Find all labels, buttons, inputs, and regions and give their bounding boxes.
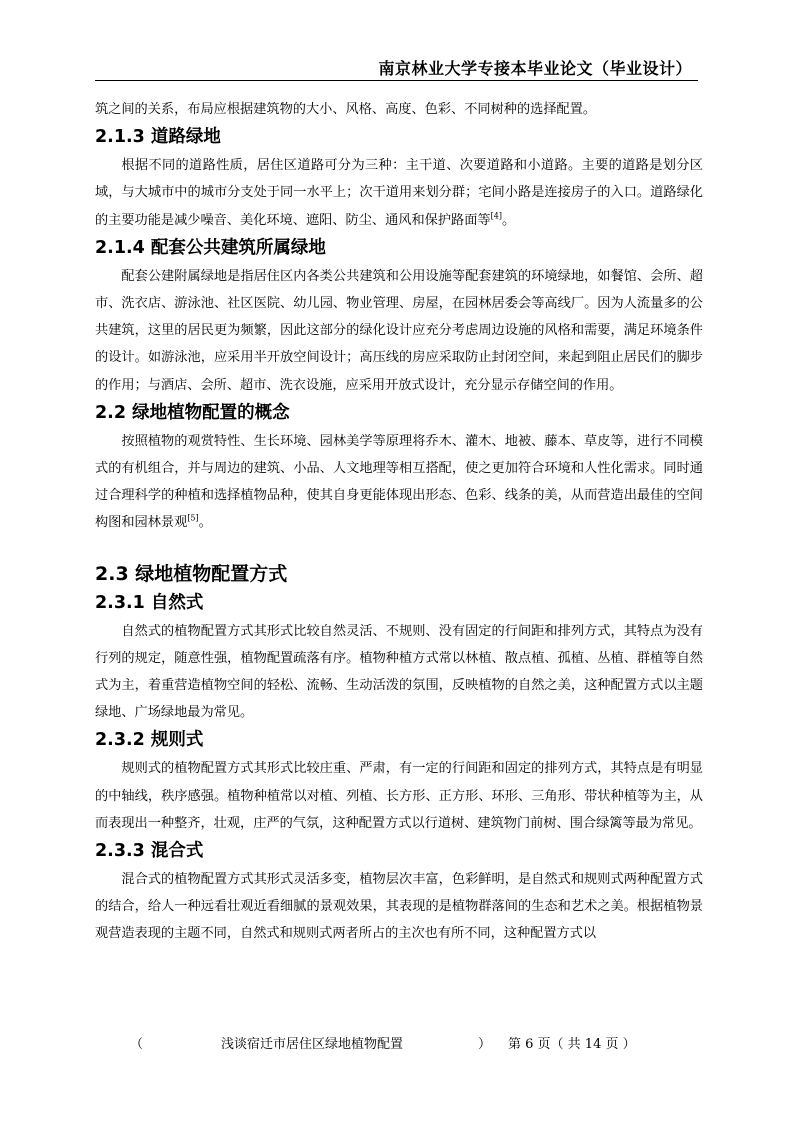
body-paragraph — [95, 152, 703, 234]
section-heading: 2.1.3 道路绿地 — [95, 127, 221, 148]
footer-close-paren: ） — [478, 1037, 492, 1052]
section-heading: 2.3.1 自然式 — [95, 592, 204, 613]
section-heading: 2.3 绿地植物配置方式 — [95, 562, 288, 585]
section-heading: 2.2 绿地植物配置的概念 — [95, 402, 290, 423]
section-heading: 2.3.3 混合式 — [95, 841, 204, 862]
body-paragraph: 配套公建附属绿地是指居住区内各类公共建筑和公用设施等配套建筑的环境绿地，如餐馆、会所、超市、洗衣店、游泳池、社区医院、幼儿园、物业管理、房屋，在园林居委会等高线厂。因为人流量多的公共建筑，这里的居民更为频繁，因此这部分的绿化设计应充分考虑周边设施的风格和需要，满足环境条件的设计。如游泳池，应采用半开放空间设计；高压线的房应采取防止封闭空间，来起到阻止居民们的脚步的作用；与酒店、会所、超市、洗衣设施，应采用开放式设计，充分显示存储空间的作用。 — [95, 268, 703, 393]
paragraph-text: 按照植物的观赏特性、生长环境、园林美学等原理将乔木、灌木、地被、藤本、草皮等，进行不同模式的有机组合，并与周边的建筑、小品、人文地理等相互搭配，使之更加符合环境和人性化需求。同时通过合理科学的种植和选择植物品种，使其自身更能体现出形态、色彩、线条的美，从而营造出最佳的空间构图和园林景观 — [95, 433, 703, 531]
paragraph-tail: 。 — [198, 515, 212, 531]
body-paragraph: 规则式的植物配置方式其形式比较庄重、严肃，有一定的行间距和固定的排列方式，其特点是有明显的中轴线，秩序感强。植物种植常以对植、列植、长方形、正方形、环形、三角形、带状种植等为主，从而表现出一种整齐，壮观，庄严的气氛，这种配置方式以行道树、建筑物门前树、围合绿篱等最为常见。 — [95, 761, 703, 831]
header-title: 南京林业大学专接本毕业论文（毕业设计） — [378, 59, 692, 78]
citation-ref: [4] — [490, 211, 502, 221]
body-paragraph: 混合式的植物配置方式其形式灵活多变，植物层次丰富，色彩鲜明，是自然式和规则式两种配置方式的结合，给人一种远看壮观近看细腻的景观效果，其表现的是植物群落间的生态和艺术之美。根据植物景观营造表现的主题不同，自然式和规则式两者所占的主次也有所不同，这种配置方式以 — [95, 872, 703, 942]
page-footer — [0, 1033, 793, 1053]
paragraph-tail: 。 — [501, 212, 516, 228]
body-paragraph: 自然式的植物配置方式其形式比较自然灵活、不规则、没有固定的行间距和排列方式，其特点为没有行列的规定，随意性强，植物配置疏落有序。植物种植方式常以林植、散点植、孤植、丛植、群植等自然式为主，着重营造植物空间的轻松、流畅、生动活泼的氛围，反映植物的自然之美，这种配置方式以主题绿地、广场绿地最为常见。 — [95, 623, 703, 721]
section-heading: 2.3.2 规则式 — [95, 730, 204, 751]
footer-thesis-title: 浅谈宿迁市居住区绿地植物配置 — [221, 1037, 404, 1052]
footer-page-number: 第 6 页（ 共 14 页 ） — [508, 1037, 636, 1052]
section-spacer — [95, 537, 703, 559]
body-paragraph — [95, 428, 703, 537]
section-heading: 2.1.4 配套公共建筑所属绿地 — [95, 237, 326, 258]
page-header — [95, 52, 698, 81]
paragraph-text: 根据不同的道路性质，居住区道路可分为三种：主干道、次要道路和小道路。主要的道路是划分区域，与大城市中的城市分支处于同一水平上；次干道用来划分群；宅间小路是连接房子的入口。道路绿化的主要功能是减少噪音、美化环境、遮阳、防尘、通风和保护路面等 — [95, 158, 703, 228]
citation-ref: [5] — [187, 514, 199, 524]
footer-open-paren: （ — [130, 1037, 144, 1052]
body-paragraph: 筑之间的关系，布局应根据建筑物的大小、风格、高度、色彩、不同树种的选择配置。 — [95, 102, 597, 117]
body-content — [95, 96, 703, 948]
